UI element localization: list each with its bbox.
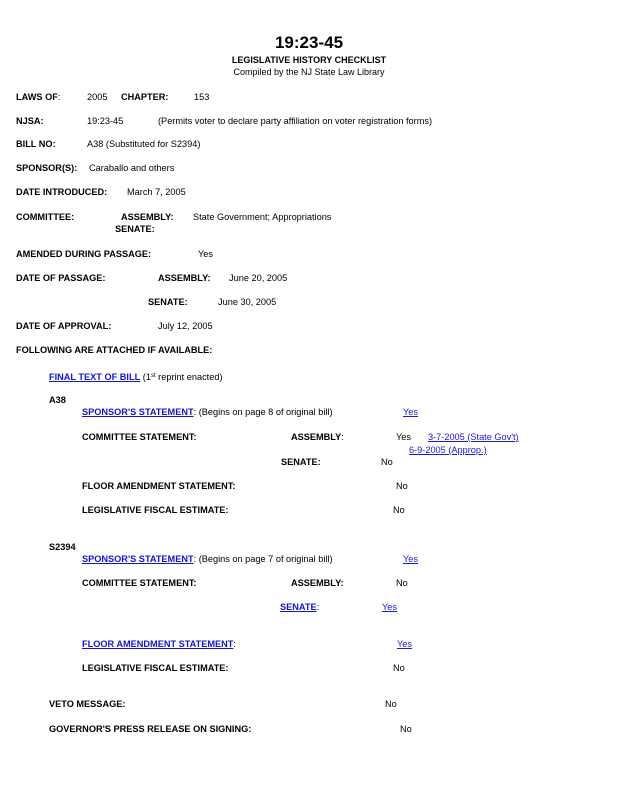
laws-of-value: 2005 <box>87 92 108 102</box>
final-text-of-bill-link[interactable]: FINAL TEXT OF BILL <box>49 372 141 382</box>
bill-no-label: BILL NO: <box>16 139 56 149</box>
a38-floor-value: No <box>396 481 408 491</box>
a38-sponsor-statement-link[interactable]: SPONSOR'S STATEMENT <box>82 407 194 417</box>
date-introduced-label: DATE INTRODUCED: <box>16 187 108 197</box>
a38-assembly-link-approp[interactable]: 6-9-2005 (Approp.) <box>409 445 487 455</box>
s2394-sponsor-note: : (Begins on page 7 of original bill) <box>193 554 333 564</box>
s2394-senate-line: SENATE: <box>280 602 320 612</box>
reprint-note: (1st reprint enacted) <box>140 372 223 382</box>
attached-heading: FOLLOWING ARE ATTACHED IF AVAILABLE: <box>16 345 213 355</box>
a38-sponsor-note: : (Begins on page 8 of original bill) <box>193 407 333 417</box>
njsa-value: 19:23-45 <box>87 116 124 126</box>
s2394-fiscal-value: No <box>393 663 405 673</box>
a38-floor-label: FLOOR AMENDMENT STATEMENT: <box>82 481 236 491</box>
committee-assembly-label: ASSEMBLY: <box>121 212 174 222</box>
amended-label: AMENDED DURING PASSAGE: <box>16 249 152 259</box>
sponsors-label: SPONSOR(S): <box>16 163 78 173</box>
chapter-label: CHAPTER: <box>121 92 169 102</box>
s2394-committee-label: COMMITTEE STATEMENT: <box>82 578 197 588</box>
s2394-assembly-label: ASSEMBLY: <box>291 578 344 588</box>
laws-of-label: LAWS OF: <box>16 92 61 102</box>
veto-message-value: No <box>385 699 397 709</box>
date-of-passage-label: DATE OF PASSAGE: <box>16 273 106 283</box>
s2394-floor-yes-link[interactable]: Yes <box>397 639 412 649</box>
date-introduced-value: March 7, 2005 <box>127 187 186 197</box>
passage-senate-label: SENATE: <box>148 297 188 307</box>
sponsors-value: Caraballo and others <box>89 163 175 173</box>
a38-senate-value: No <box>381 457 393 467</box>
s2394-sponsor-statement-link[interactable]: SPONSOR'S STATEMENT <box>82 554 194 564</box>
a38-sponsor-line <box>82 408 333 417</box>
a38-sponsor-yes-link[interactable]: Yes <box>403 407 418 417</box>
a38-senate-label: SENATE: <box>281 457 321 467</box>
njsa-description: (Permits voter to declare party affiliation on voter registration forms) <box>158 116 433 126</box>
s2394-floor-amendment-link[interactable]: FLOOR AMENDMENT STATEMENT <box>82 639 234 649</box>
committee-senate-label: SENATE: <box>115 224 155 234</box>
s2394-assembly-value: No <box>396 578 408 588</box>
a38-assembly-link-state-gov[interactable]: 3-7-2005 (State Gov't) <box>428 432 519 442</box>
bill-no-value: A38 (Substituted for S2394) <box>87 139 201 149</box>
s2394-sponsor-yes-link[interactable]: Yes <box>403 554 418 564</box>
s2394-sponsor-line <box>82 555 333 564</box>
press-release-label: GOVERNOR'S PRESS RELEASE ON SIGNING: <box>49 724 252 734</box>
passage-senate-value: June 30, 2005 <box>218 297 277 307</box>
a38-committee-label: COMMITTEE STATEMENT: <box>82 432 197 442</box>
a38-fiscal-value: No <box>393 505 405 515</box>
committee-label: COMMITTEE: <box>16 212 75 222</box>
amended-value: Yes <box>198 249 213 259</box>
s2394-senate-link[interactable]: SENATE <box>280 602 317 612</box>
document-title: 19:23-45 <box>274 33 344 52</box>
passage-assembly-value: June 20, 2005 <box>229 273 288 283</box>
date-of-approval-label: DATE OF APPROVAL: <box>16 321 112 331</box>
s2394-floor-line: FLOOR AMENDMENT STATEMENT: <box>82 639 236 649</box>
compiled-by: Compiled by the NJ State Law Library <box>233 67 385 77</box>
a38-label: A38 <box>49 395 66 405</box>
a38-fiscal-label: LEGISLATIVE FISCAL ESTIMATE: <box>82 505 229 515</box>
s2394-label: S2394 <box>49 542 76 552</box>
veto-message-label: VETO MESSAGE: <box>49 699 126 709</box>
date-of-approval-value: July 12, 2005 <box>158 321 213 331</box>
s2394-senate-yes-link[interactable]: Yes <box>382 602 397 612</box>
press-release-value: No <box>400 724 412 734</box>
passage-assembly-label: ASSEMBLY: <box>158 273 211 283</box>
chapter-value: 153 <box>194 92 210 102</box>
njsa-label: NJSA: <box>16 116 44 126</box>
a38-assembly-value: Yes <box>396 432 411 442</box>
committee-assembly-value: State Government; Appropriations <box>193 212 332 222</box>
document-heading: LEGISLATIVE HISTORY CHECKLIST <box>231 55 387 65</box>
s2394-fiscal-label: LEGISLATIVE FISCAL ESTIMATE: <box>82 663 229 673</box>
a38-assembly-label: ASSEMBLY: <box>291 432 344 442</box>
final-text-line <box>49 373 223 382</box>
